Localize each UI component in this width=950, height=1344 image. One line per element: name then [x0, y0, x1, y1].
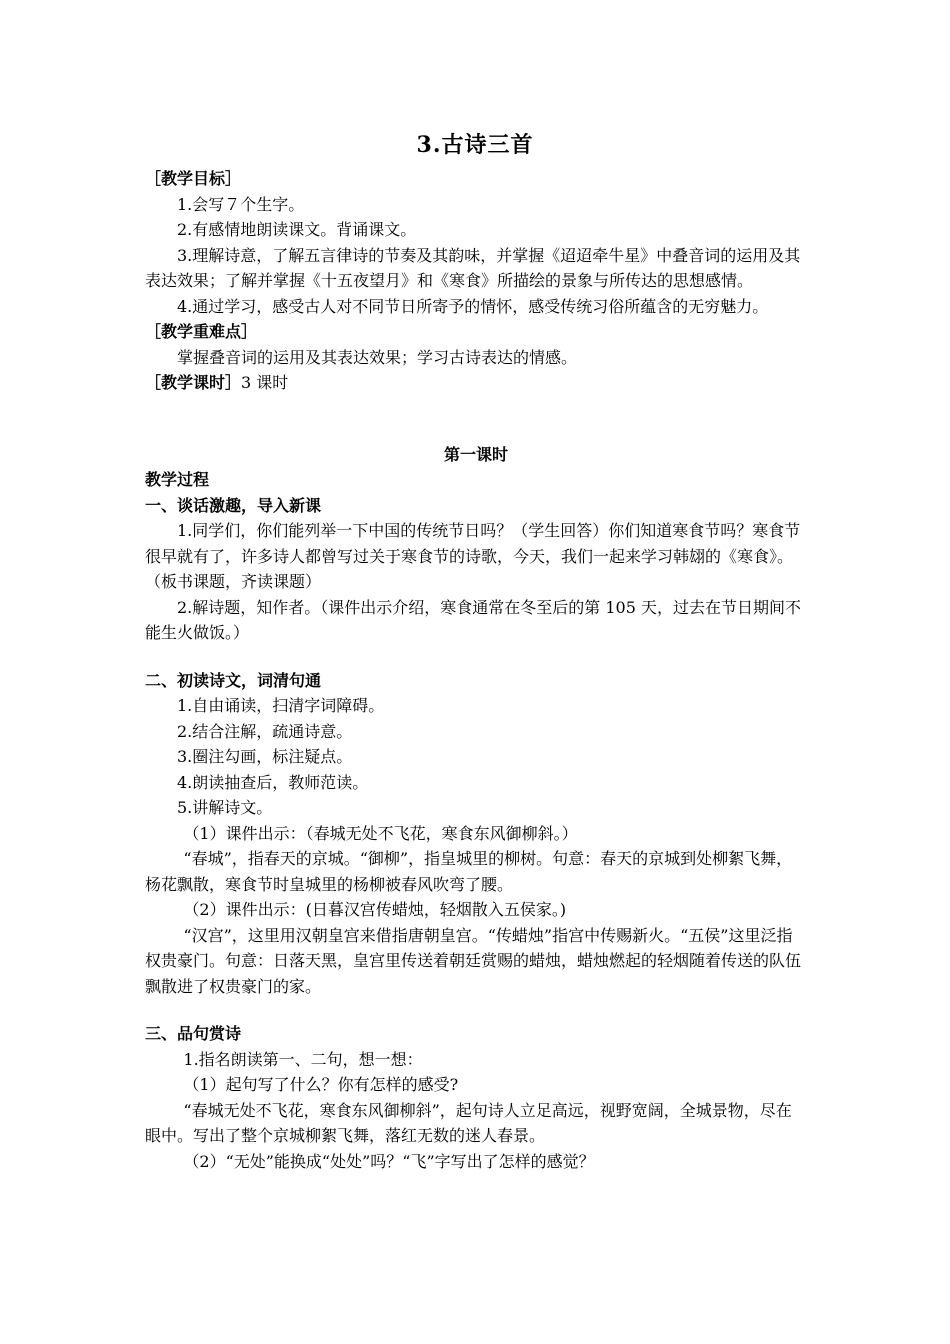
lesson-title: 第一课时 [443, 444, 508, 464]
document-title: 3.古诗三首 [416, 132, 534, 158]
section2-item-4: 4.朗读抽查后，教师范读。 [177, 772, 369, 792]
section2-item-1: 1.自由诵读，扫清字词障碍。 [177, 696, 385, 715]
document-body [145, 166, 807, 1174]
courseware-2: （2）课件出示：(日暮汉宫传蜡烛，轻烟散入五侯家。) [183, 900, 567, 919]
section1-paragraph-2: 2.解诗题，知作者。（课件出示介绍，寒食通常在冬至后的第 105 天，过去在节日期间不能生火做饭。） [145, 597, 801, 642]
spacer [145, 999, 807, 1021]
process-heading: 教学过程 [145, 470, 210, 489]
section1-paragraph-1: 1.同学们，你们能列举一下中国的传统节日吗？（学生回答）你们知道寒食节吗？寒食节很早就有了，许多诗人都曾写过关于寒食节的诗歌，今天，我们一起来学习韩翃的《寒食》。（板书课题，齐读课题） [145, 521, 801, 591]
section3-heading: 三、品句赏诗 [145, 1024, 242, 1043]
key-points-text: 掌握叠音词的运用及其表达效果；学习古诗表达的情感。 [177, 347, 578, 367]
section3-question-1: （1）起句写了什么？你有怎样的感受? [183, 1075, 459, 1094]
section3-answer-1: “春城无处不飞花，寒食东风御柳斜”，起句诗人立足高远，视野宽阔，全城景物，尽在眼中。写出了整个京城柳絮飞舞，落红无数的迷人春景。 [145, 1100, 792, 1145]
key-points-heading: ［教学重难点］ [145, 322, 258, 341]
goal-item-4: 4.通过学习，感受古人对不同节日所寄予的情怀，感受传统习俗所蕴含的无穷魅力。 [177, 296, 769, 316]
courseware-2-explanation: “汉宫”，这里用汉朝皇宫来借指唐朝皇宫。“传蜡烛”指宫中传赐新火。“五侯”这里泛指权贵豪门。句意：日落天黑，皇宫里传送着朝廷赏赐的蜡烛，蜡烛燃起的轻烟随着传送的队伍飘散进了权贵豪门的家。 [145, 925, 802, 996]
goals-heading: ［教学目标］ [145, 169, 242, 188]
section2-item-5: 5.讲解诗文。 [177, 798, 273, 817]
spacer [145, 396, 807, 442]
goal-item-2: 2.有感情地朗读课文。背诵课文。 [177, 220, 417, 239]
goal-item-1: 1.会写７个生字。 [177, 194, 305, 214]
section2-item-2: 2.结合注解，疏通诗意。 [177, 721, 353, 741]
courseware-1: （1）课件出示：（春城无处不飞花，寒食东风御柳斜。） [183, 823, 578, 843]
section2-heading: 二、初读诗文，词清句通 [145, 670, 322, 690]
section3-question-2: （2）“无处”能换成“处处”吗？“飞”字写出了怎样的感觉？ [183, 1151, 595, 1171]
hours-text: 3 课时 [241, 373, 289, 392]
courseware-1-explanation: “春城”，指春天的京城。“御柳”，指皇城里的柳树。句意：春天的京城到处柳絮飞舞，杨花飘散，寒食节时皇城里的杨柳被春风吹弯了腰。 [145, 849, 793, 894]
section3-paragraph-1: 1.指名朗读第一、二句，想一想： [183, 1049, 423, 1069]
hours-line [145, 370, 807, 396]
spacer [145, 646, 807, 668]
section1-heading: 一、谈话激趣，导入新课 [145, 495, 322, 515]
section2-item-3: 3.圈注勾画，标注疑点。 [177, 747, 353, 766]
goal-item-3: 3.理解诗意，了解五言律诗的节奏及其韵味，并掌握《迢迢牵牛星》中叠音词的运用及其表达效果；了解并掌握《十五夜望月》和《寒食》所描绘的景象与所传达的思想感情。 [145, 245, 801, 290]
hours-heading: ［教学课时］ [145, 373, 242, 392]
